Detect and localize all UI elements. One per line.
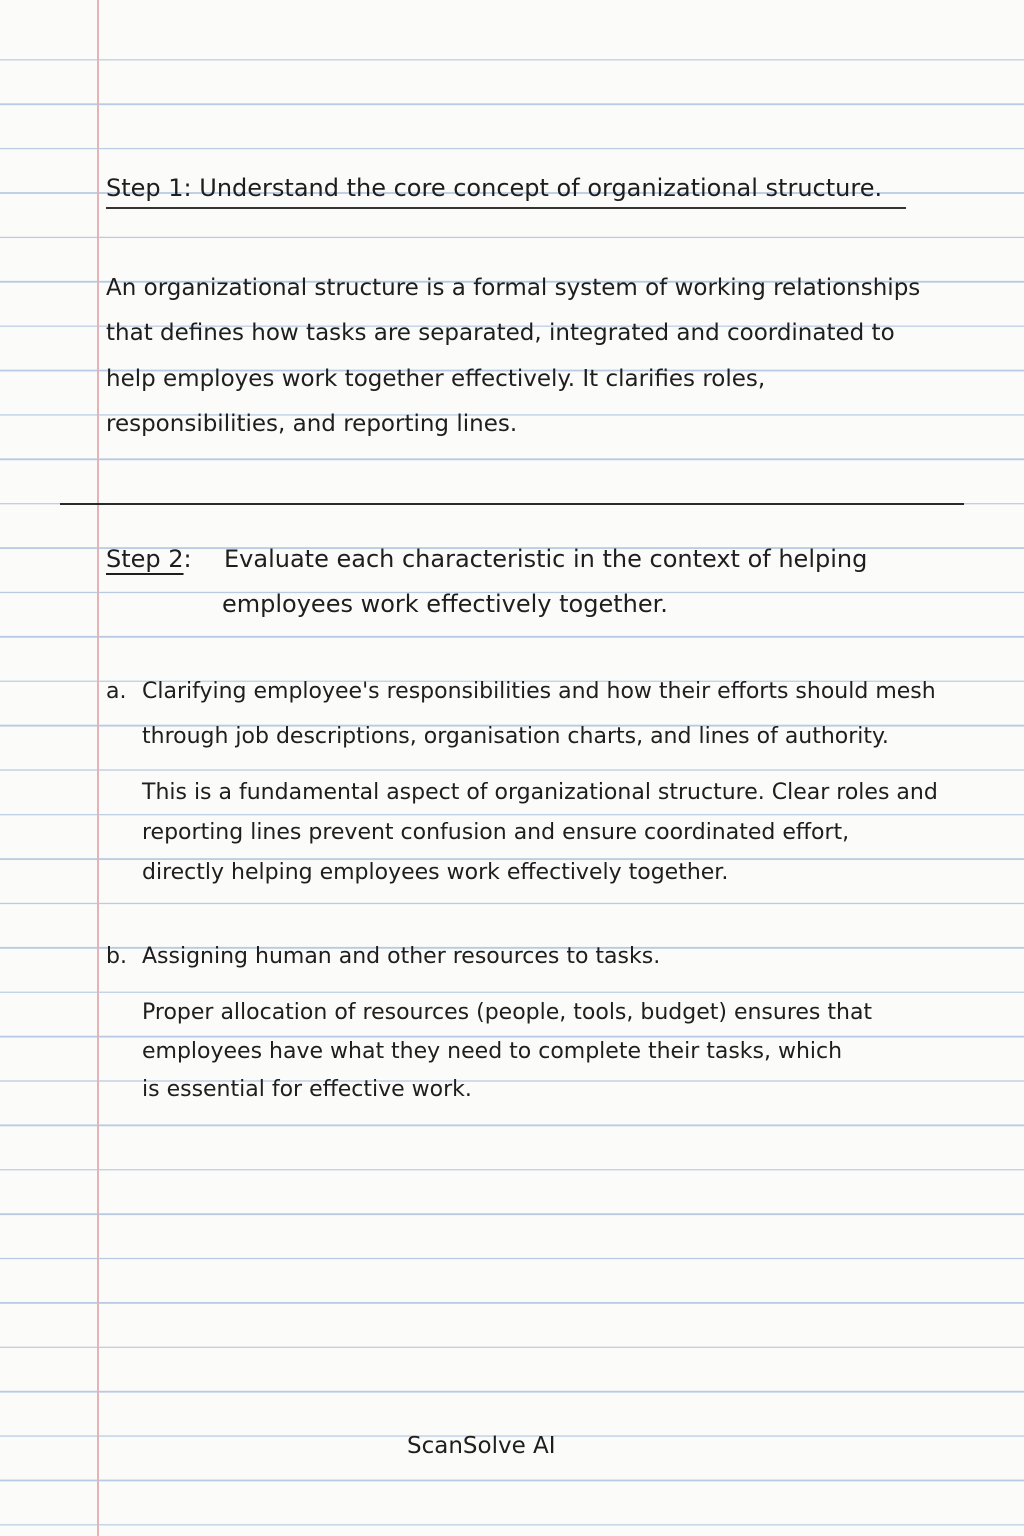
step-1-title: Step 1: Understand the core concept of organizational structure.	[106, 174, 883, 202]
step-1-paragraph-line: that defines how tasks are separated, integrated and coordinated to	[106, 320, 895, 346]
margin-line	[97, 0, 99, 1536]
footer-brand: ScanSolve AI	[407, 1433, 556, 1459]
item-a-explanation-line: directly helping employees work effectively together.	[142, 860, 729, 885]
item-b-marker: b.	[106, 944, 127, 969]
step-1-underline	[106, 207, 906, 209]
item-b-explanation-line: Proper allocation of resources (people, tools, budget) ensures that	[142, 1000, 873, 1025]
item-a-heading-line: Clarifying employee's responsibilities and how their efforts should mesh	[142, 679, 936, 704]
item-a-explanation-line: reporting lines prevent confusion and ensure coordinated effort,	[142, 820, 850, 845]
item-a-explanation-line: This is a fundamental aspect of organizational structure. Clear roles and	[142, 780, 938, 805]
step-2-heading	[106, 547, 192, 571]
step-2-title-line: employees work effectively together.	[222, 590, 668, 618]
step-1-paragraph-line: An organizational structure is a formal system of working relationships	[106, 275, 921, 301]
section-divider	[60, 503, 964, 505]
item-a-heading-line: through job descriptions, organisation charts, and lines of authority.	[142, 724, 889, 749]
step-2-colon: :	[183, 545, 192, 573]
item-b-explanation-line: is essential for effective work.	[142, 1077, 472, 1102]
item-b-explanation-line: employees have what they need to complete their tasks, which	[142, 1039, 843, 1064]
item-a-marker: a.	[106, 679, 127, 704]
step-2-title-line: Evaluate each characteristic in the context of helping	[224, 545, 868, 573]
step-1-paragraph-line: responsibilities, and reporting lines.	[106, 411, 518, 437]
step-1-paragraph-line: help employes work together effectively. It clarifies roles,	[106, 366, 766, 392]
item-b-heading-line: Assigning human and other resources to tasks.	[142, 944, 661, 969]
step-2-label: Step 2	[106, 545, 184, 573]
